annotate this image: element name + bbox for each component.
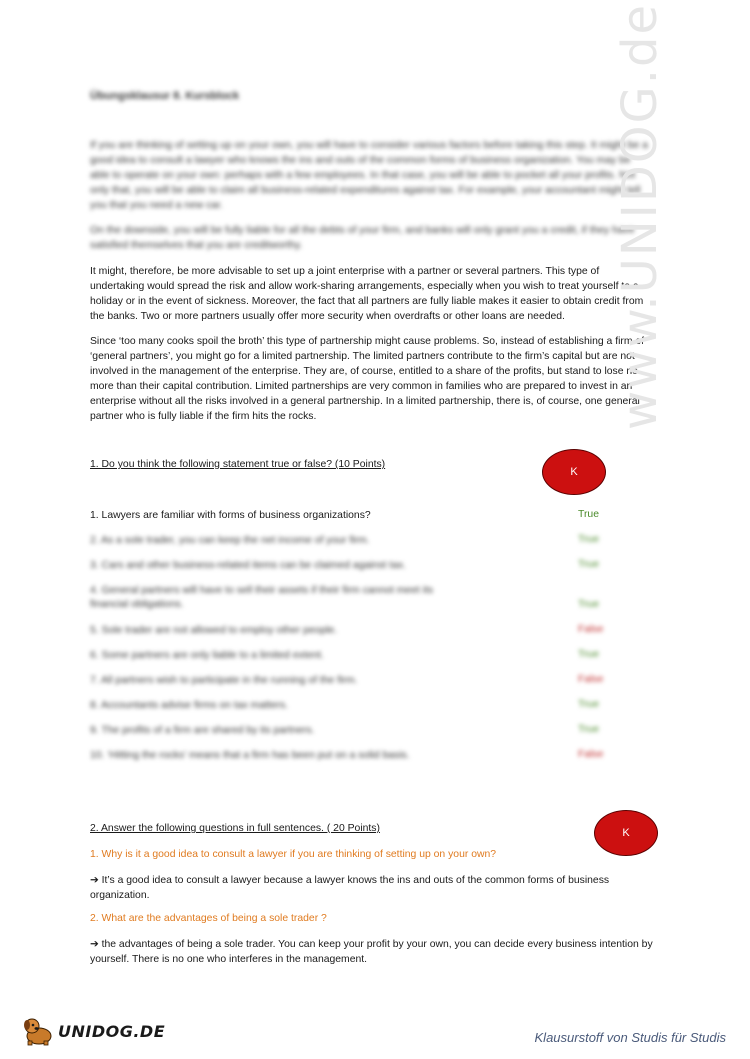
answer-3: True [578,559,599,570]
section2-heading: 2. Answer the following questions in full sentences. ( 20 Points) [90,823,380,834]
dog-mascot-icon [22,1016,56,1046]
answer-2: True [578,534,599,545]
statement-6: 6. Some partners are only liable to a limited extent. [90,650,324,661]
paragraph-blurred-1: If you are thinking of setting up on your own, you will have to consider various factors before taking this step. It might be a good idea to consult a lawyer who knows the ins and outs of the common forms of business organization. You may be able to operate on your own: perhaps with a few employees. In that case, you will be able to pocket all your profits. Not only that, you will be able to claim all business-related expenditures against tax. For example, your accountant might tell you that you need a new car. [90,140,648,211]
question-2: 2. What are the advantages of being a sole trader ? [90,913,327,924]
footer-logo[interactable] [22,1016,165,1046]
answer-text-1: ➔ It’s a good idea to consult a lawyer because a lawyer knows the ins and outs of the common forms of business organization. [90,875,610,901]
statement-10: 10. ‘Hitting the rocks’ means that a firm has been put on a solid basis. [90,750,410,761]
correction-badge-1: K [542,449,606,495]
answer-9: True [578,724,599,735]
statement-2: 2. As a sole trader, you can keep the net income of your firm. [90,535,370,546]
answer-7: False [578,674,604,685]
paragraph-blurred-2: On the downside, you will be fully liable for all the debts of your firm, and banks will only grant you a credit, if they have satisfied themselves that you are creditworthy. [90,225,635,251]
answer-6: True [578,649,599,660]
statement-7: 7. All partners wish to participate in the running of the firm. [90,675,358,686]
document-title: Übungsklausur 8. Kursblock [90,90,240,102]
answer-10: False [578,749,604,760]
statement-9: 9. The profits of a firm are shared by its partners. [90,725,315,736]
statement-5: 5. Sole trader are not allowed to employ other people. [90,625,338,636]
watermark: www.UNIDOG.de [612,2,668,430]
paragraph-limited-partnership: Since ‘too many cooks spoil the broth’ this type of partnership might cause problems. So, instead of establishing a firm of ‘general partners’, you might go for a limited partnership. The limited partners contribute to the firm’s capital but are not involved in the management of the enterprise. They are, of course, entitled to a share of the profits, but stand to lose no more than their capital contribution. Limited partnerships are very common in families who are prepared to invest in an enterprise without all the risks involved in a general partnership. In a limited partnership, there is, of course, one general partner who is fully liable if the firm hits the rocks. [90,336,645,422]
statement-8: 8. Accountants advise firms on tax matters. [90,700,289,711]
paragraph-partnership: It might, therefore, be more advisable to set up a joint enterprise with a partner or several partners. This type of undertaking would spread the risk and allow work-sharing arrangements, especially when you wish to treat yourself to a holiday or in the event of sickness. Moreover, the fact that all partners are fully liable makes it easier to obtain credit from the banks. Two or more partners usually offer more security when overdrafts or other loans are needed. [90,266,644,322]
statement-1: 1. Lawyers are familiar with forms of business organizations? [90,510,371,521]
statement-4: 4. General partners will have to sell their assets if their firm cannot meet its financial obligations. [90,585,434,610]
question-1: 1. Why is it a good idea to consult a lawyer if you are thinking of setting up on your own? [90,849,497,860]
correction-badge-2: K [594,810,658,856]
answer-5: False [578,624,604,635]
answer-4: True [578,599,599,610]
answer-1: True [578,509,599,520]
logo-text: UNIDOG.DE [58,1021,166,1041]
answer-text-2: ➔ the advantages of being a sole trader. You can keep your profit by your own, you can decide every business intention by yourself. There is no one who interferes in the management. [90,939,653,965]
footer-tagline: Klausurstoff von Studis für Studis [534,1030,726,1045]
statement-3: 3. Cars and other business-related items can be claimed against tax. [90,560,406,571]
section1-heading: 1. Do you think the following statement true or false? (10 Points) [90,459,386,470]
answer-8: True [578,699,599,710]
